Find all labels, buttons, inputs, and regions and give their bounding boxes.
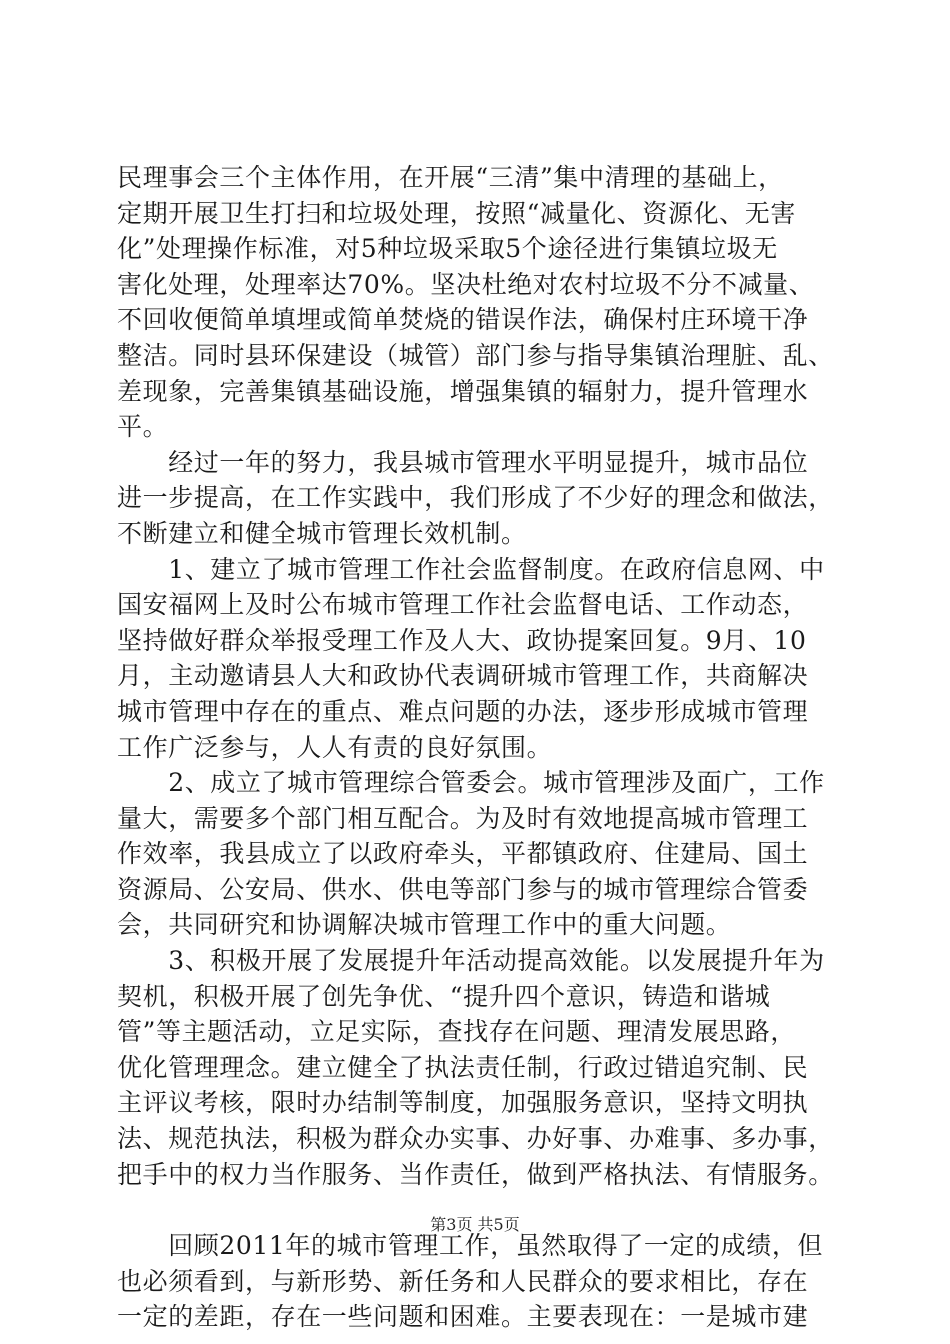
- text-line: 优化管理理念。建立健全了执法责任制，行政过错追究制、民: [117, 1052, 809, 1082]
- text-line: 1、建立了城市管理工作社会监督制度。在政府信息网、中: [117, 554, 825, 584]
- text-line: 一定的差距，存在一些问题和困难。主要表现在：一是城市建: [117, 1302, 809, 1332]
- text-line: 民理事会三个主体作用，在开展“三清”集中清理的基础上，: [117, 163, 784, 192]
- text-line: 工作广泛参与，人人有责的良好氛围。: [117, 732, 553, 762]
- text-line: 坚持做好群众举报受理工作及人大、政协提案回复。9月、10: [117, 625, 807, 655]
- text-line: 不断建立和健全城市管理长效机制。: [117, 518, 527, 548]
- text-line: 2、成立了城市管理综合管委会。城市管理涉及面广，工作: [117, 768, 825, 798]
- text-line: 法、规范执法，积极为群众办实事、办好事、办难事、多办事，: [117, 1124, 834, 1154]
- text-line: 不回收便简单填埋或简单焚烧的错误作法，确保村庄环境干净: [117, 305, 809, 335]
- text-line: 化”处理操作标准，对5种垃圾采取5个途径进行集镇垃圾无: [117, 234, 778, 264]
- text-block-1: [117, 160, 837, 1192]
- text-line: 整洁。同时县环保建设（城管）部门参与指导集镇治理脏、乱、: [117, 340, 834, 370]
- document-body: [117, 160, 837, 1335]
- text-block-2: [117, 1228, 837, 1335]
- text-line: 平。: [117, 412, 169, 442]
- page-number-label: 第3页 共5页: [430, 1215, 520, 1234]
- text-line: 月，主动邀请县人大和政协代表调研城市管理工作，共商解决: [117, 661, 809, 691]
- text-line: 资源局、公安局、供水、供电等部门参与的城市管理综合管委: [117, 874, 809, 904]
- text-line: 害化处理，处理率达70%。坚决杜绝对农村垃圾不分不减量、: [117, 269, 815, 299]
- page-footer: [0, 1215, 950, 1235]
- text-line: 3、积极开展了发展提升年活动提高效能。以发展提升年为: [117, 946, 825, 976]
- text-line: 也必须看到，与新形势、新任务和人民群众的要求相比，存在: [117, 1266, 809, 1296]
- text-line: 定期开展卫生打扫和垃圾处理，按照“减量化、资源化、无害: [117, 198, 796, 228]
- text-line: 主评议考核，限时办结制等制度，加强服务意识，坚持文明执: [117, 1088, 809, 1118]
- text-line: 会，共同研究和协调解决城市管理工作中的重大问题。: [117, 910, 732, 940]
- text-line: 作效率，我县成立了以政府牵头，平都镇政府、住建局、国土: [117, 839, 809, 869]
- text-line: 契机，积极开展了创先争优、“提升四个意识，铸造和谐城: [117, 981, 771, 1011]
- text-line: 把手中的权力当作服务、当作责任，做到严格执法、有情服务。: [117, 1159, 834, 1189]
- text-line: 量大，需要多个部门相互配合。为及时有效地提高城市管理工: [117, 803, 809, 833]
- text-line: 管”等主题活动，立足实际，查找存在问题、理清发展思路，: [117, 1017, 796, 1047]
- text-line: 经过一年的努力，我县城市管理水平明显提升，城市品位: [117, 447, 809, 477]
- text-line: 进一步提高，在工作实践中，我们形成了不少好的理念和做法，: [117, 483, 834, 513]
- text-line: 差现象，完善集镇基础设施，增强集镇的辐射力，提升管理水: [117, 376, 809, 406]
- text-line: 国安福网上及时公布城市管理工作社会监督电话、工作动态，: [117, 590, 809, 620]
- text-line: 城市管理中存在的重点、难点问题的办法，逐步形成城市管理: [117, 696, 809, 726]
- text-line: 回顾2011年的城市管理工作，虽然取得了一定的成绩，但: [117, 1231, 824, 1261]
